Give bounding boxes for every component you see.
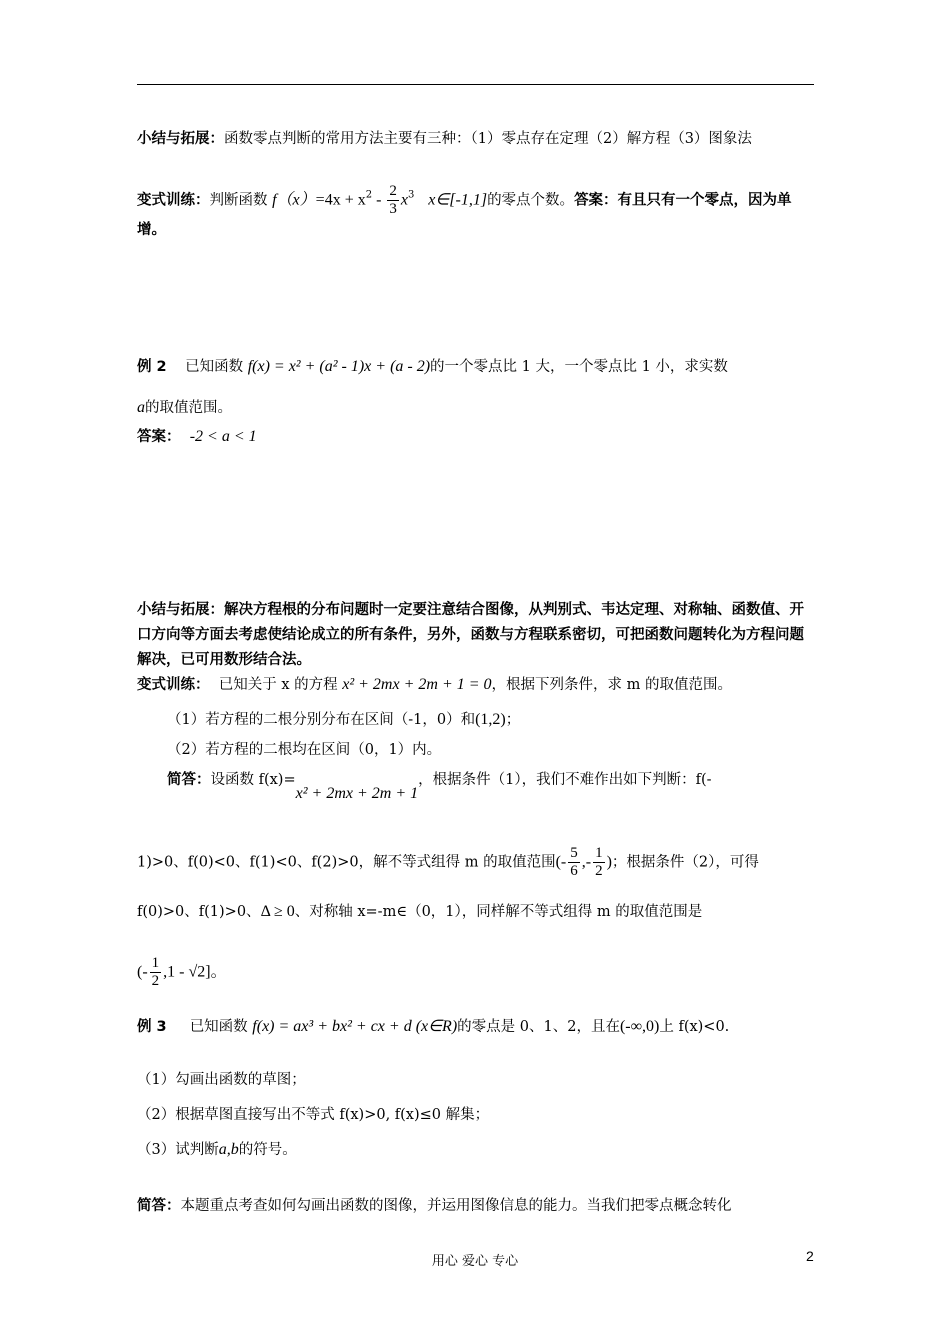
example-3-q1: （1）勾画出函数的草图； <box>137 1072 306 1088</box>
example-2-line2 <box>137 396 817 420</box>
example-3-post: 的零点是 0、1、2，且在 <box>457 1019 620 1035</box>
variant-2-line-3 <box>137 900 817 924</box>
footer-motto: 用心 爱心 专心 <box>431 1254 519 1269</box>
variant-2-item-1-interval: (1,2) <box>475 711 506 728</box>
summary-1-text: 函数零点判断的常用方法主要有三种：（1）零点存在定理（2）解方程（3）图象法 <box>224 131 752 147</box>
variant-2-item-1-end: ； <box>505 712 521 728</box>
example-2-pre: 已知函数 <box>185 359 244 375</box>
example-3-post2: 上 f(x)<0. <box>659 1019 730 1035</box>
variant-2-equation: x² + 2mx + 2m + 1 = 0 <box>342 676 492 693</box>
example-2-label: 例 2 <box>137 359 167 375</box>
example-3-q3 <box>137 1138 817 1162</box>
variant-2-item-1-text: （1）若方程的二根分别分布在区间（-1，0）和 <box>167 712 476 728</box>
variant-2-line-3-b: 、对称轴 x=-m∈（0，1），同样解不等式组得 m 的取值范围是 <box>294 904 703 920</box>
variant-1-func-lhs: f（x） <box>272 191 316 209</box>
variant-2-line-4-b: ,1 - √2]。 <box>163 963 227 981</box>
example-3-q3-b: 的符号。 <box>238 1142 297 1158</box>
variant-2-line-3-a: f(0)>0、f(1)>0、 <box>137 904 261 920</box>
variant-2-solution-b: ，根据条件（1），我们不难作出如下判断：f(- <box>418 772 712 788</box>
variant-2-solution-func: x² + 2mx + 2m + 1 <box>295 785 419 802</box>
example-3-label: 例 3 <box>137 1019 167 1035</box>
example-3 <box>137 1015 817 1039</box>
variant-1: 变式训练：判断函数 $f(x)=4x + x^2$ - $\frac{2}{3}$ $x^3$ x∈[-1,1]的零点个数。答案：有且只有一个零点，因为单增。 <box>137 183 792 238</box>
variant-2-line-4: (- $\frac{1}{2}$ ,1 - √2]。 <box>137 955 227 989</box>
variant-1-cube: x <box>400 191 409 209</box>
variant-2-post: ，根据下列条件，求 m 的取值范围。 <box>491 677 732 693</box>
variant-2-item-1 <box>137 708 847 732</box>
variant-1-post: 的零点个数。 <box>487 192 575 209</box>
example-2-var: a <box>137 399 145 416</box>
variant-2-solution-label: 简答： <box>167 772 211 788</box>
range-fraction-2: $\frac{1}{2}$ <box>595 845 603 879</box>
range-fraction-3: $\frac{1}{2}$ <box>151 955 160 989</box>
example-3-solution <box>137 1194 817 1218</box>
variant-1-pre: 判断函数 <box>209 192 268 209</box>
variant-1-answer: 答案：有且只有一个零点，因为单增。 <box>137 192 792 238</box>
page-number: 2 <box>806 1248 814 1264</box>
variant-2-delta: Δ ≥ 0 <box>260 903 295 920</box>
summary-2: 小结与拓展：解决方程根的分布问题时一定要注意结合图像，从判别式、韦达定理、对称轴、函数值、开口方向等方面去考虑使结论成立的所有条件，另外，函数与方程联系密切，可把函数问题转化为方程问题解决，已可用数形结合法。 <box>137 602 804 668</box>
variant-2-solution-a: 设函数 f(x)= <box>210 772 296 788</box>
example-2-post2: 的取值范围。 <box>145 400 232 416</box>
variant-2-solution <box>137 768 847 802</box>
example-2-answer-value: -2 < a < 1 <box>189 428 257 445</box>
variant-2-line-2: 1)>0、f(0)<0、f(1)<0、f(2)>0，解不等式组得 m 的取值范围(- $\frac{5}{6}$ ,- $\frac{1}{2}$ )；根据条件（2），可得 <box>137 845 759 879</box>
header-rule <box>137 84 814 85</box>
example-3-pre: 已知函数 <box>189 1019 248 1035</box>
variant-2-item-2: （2）若方程的二根均在区间（0，1）内。 <box>167 742 442 758</box>
variant-2 <box>137 673 817 697</box>
summary-1-label: 小结与拓展： <box>137 131 224 147</box>
example-2-answer <box>137 425 817 449</box>
variant-2-line-2-a: 1)>0、f(0)<0、f(1)<0、f(2)>0，解不等式组得 m 的取值范围 <box>137 854 556 871</box>
variant-2-pre: 已知关于 x 的方程 <box>218 677 338 693</box>
example-2 <box>137 355 817 379</box>
summary-1 <box>137 127 817 151</box>
example-2-func: f(x) = x² + (a² - 1)x + (a - 2) <box>247 358 431 375</box>
variant-1-fraction: $\frac{2}{3}$ <box>389 183 397 217</box>
example-3-interval: (-∞,0) <box>619 1018 660 1035</box>
variant-1-func-rhs: =4x + x <box>315 191 366 209</box>
variant-2-label: 变式训练： <box>137 677 210 693</box>
example-3-solution-text: 本题重点考查如何勾画出函数的图像，并运用图像信息的能力。当我们把零点概念转化 <box>180 1198 732 1214</box>
example-3-q3-var: a,b <box>218 1141 239 1158</box>
variant-1-domain: x∈[-1,1] <box>428 191 488 209</box>
example-3-q2: （2）根据草图直接写出不等式 f(x)>0, f(x)≤0 解集； <box>137 1107 490 1123</box>
example-2-post: 的一个零点比 1 大，一个零点比 1 小，求实数 <box>430 359 728 375</box>
example-2-answer-label: 答案： <box>137 429 181 445</box>
example-3-func: f(x) = ax³ + bx² + cx + d (x∈R) <box>252 1018 458 1035</box>
range-fraction-1: $\frac{5}{6}$ <box>570 845 578 879</box>
variant-1-label: 变式训练： <box>137 192 210 209</box>
example-3-q3-a: （3）试判断 <box>137 1142 219 1158</box>
variant-2-line-2-b: ；根据条件（2），可得 <box>611 854 759 871</box>
example-3-solution-label: 简答： <box>137 1198 181 1214</box>
